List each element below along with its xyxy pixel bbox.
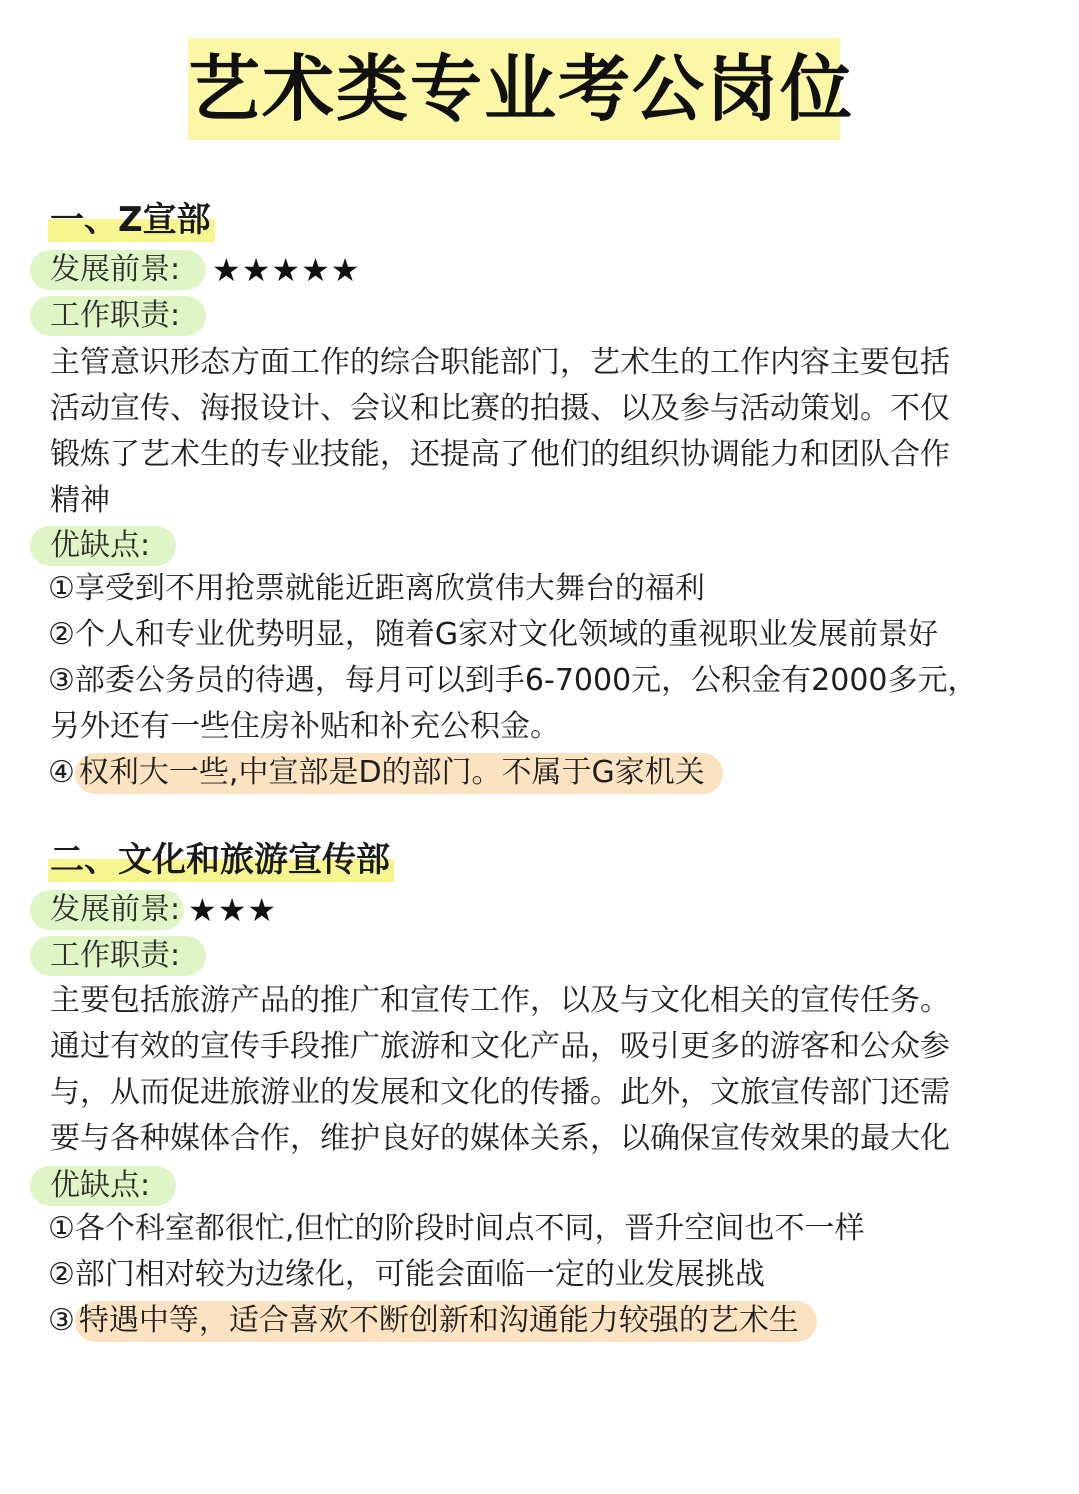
list-item [48, 1206, 864, 1252]
item-number: ③ [48, 1303, 75, 1338]
item-text: 部门相对较为边缘化，可能会面临一定的业发展挑战 [74, 1257, 765, 1292]
duty-line: 锻炼了艺术生的专业技能，还提高了他们的组织协调能力和团队合作 [50, 437, 950, 472]
item-number: ② [48, 1257, 75, 1292]
list-item-highlighted [48, 1298, 817, 1344]
item-number: ③ [48, 663, 75, 698]
item-number: ① [48, 1211, 75, 1246]
list-item-highlighted [48, 750, 723, 796]
title-banner [188, 38, 855, 140]
list-item [48, 658, 978, 704]
pros-cons-label: 优缺点: [30, 526, 176, 566]
section-heading: 一、Z宣部 [48, 198, 215, 242]
list-item [48, 1252, 765, 1298]
duty-line: 精神 [50, 483, 110, 518]
item-text: 个人和专业优势明显，随着G家对文化领域的重视职业发展前景好 [74, 617, 939, 652]
duty-label: 工作职责: [30, 936, 206, 976]
duty-line: 通过有效的宣传手段推广旅游和文化产品，吸引更多的游客和公众参 [50, 1029, 950, 1064]
list-item [48, 566, 705, 612]
section-heading: 二、文化和旅游宣传部 [48, 838, 394, 882]
duty-line: 要与各种媒体合作，维护良好的媒体关系，以确保宣传效果的最大化 [50, 1121, 950, 1156]
prospect-label: 发展前景: [30, 890, 184, 930]
item-text: 享受到不用抢票就能近距离欣赏伟大舞台的福利 [74, 571, 705, 606]
list-item [48, 612, 938, 658]
duty-line: 主要包括旅游产品的推广和宣传工作，以及与文化相关的宣传任务。 [50, 983, 950, 1018]
item-number: ② [48, 617, 75, 652]
duty-line: 与，从而促进旅游业的发展和文化的传播。此外，文旅宣传部门还需 [50, 1075, 950, 1110]
item-text: 权利大一些,中宣部是D的部门。不属于G家机关 [75, 753, 723, 794]
duty-line: 主管意识形态方面工作的综合职能部门，艺术生的工作内容主要包括 [50, 345, 950, 380]
item-number: ① [48, 571, 75, 606]
prospect-stars: ★★★ [188, 891, 278, 929]
duty-label: 工作职责: [30, 296, 206, 336]
duty-paragraph [50, 340, 1025, 524]
prospect-stars: ★★★★★ [212, 251, 361, 289]
item-text: 部委公务员的待遇，每月可以到手6-7000元，公积金有2000多元， [74, 663, 978, 698]
list-item [50, 704, 560, 750]
item-number: ④ [48, 755, 75, 790]
item-text: 特遇中等，适合喜欢不断创新和沟通能力较强的艺术生 [75, 1301, 817, 1342]
pros-cons-label: 优缺点: [30, 1166, 176, 1206]
page-title: 艺术类专业考公岗位 [188, 47, 855, 131]
duty-line: 活动宣传、海报设计、会议和比赛的拍摄、以及参与活动策划。不仅 [50, 391, 950, 426]
item-text: 各个科室都很忙,但忙的阶段时间点不同，晋升空间也不一样 [74, 1211, 865, 1246]
prospect-label: 发展前景: [30, 250, 206, 290]
duty-paragraph [50, 978, 1025, 1162]
item-text: 另外还有一些住房补贴和补充公积金。 [50, 709, 560, 744]
